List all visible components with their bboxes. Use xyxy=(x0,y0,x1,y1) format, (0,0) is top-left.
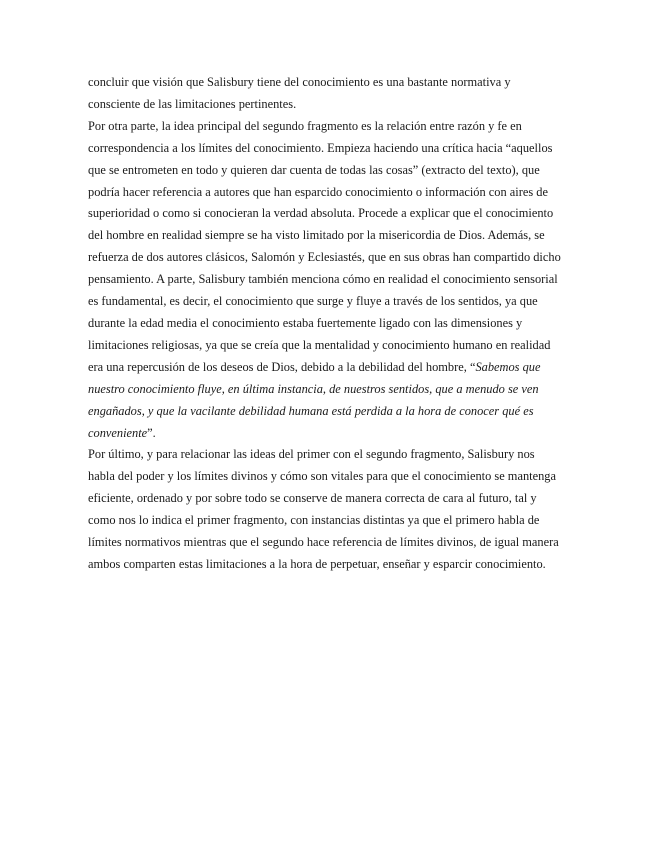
quote-open-mark: “ xyxy=(469,359,476,374)
paragraph-final xyxy=(88,444,564,575)
paragraph-text: Por último, y para relacionar las ideas del primer con el segundo fragmento, Salisbury nos habla del poder y los límites divinos y cómo son vitales para que el conocimiento se mantenga eficiente, ordenado y por sobre todo se conserve de manera correcta de cara al futuro, tal y como nos lo indica el primer fragmento, con instancias distintas ya que el primero habla de límites normativos mientras que el segundo hace referencia de límites divinos, de igual manera ambos comparten estas limitaciones a la hora de perpetuar, enseñar y esparcir conocimiento. xyxy=(88,447,559,571)
quote-close-mark: ”. xyxy=(147,425,156,440)
body-text xyxy=(88,72,564,576)
paragraph-text: Por otra parte, la idea principal del segundo fragmento es la relación entre razón y fe en correspondencia a los límites del conocimiento. Empieza haciendo una crítica hacia “aquellos que se entrometen en todo y quieren dar cuenta de todas las cosas” (extracto del texto), que podría hacer referencia a autores que han esparcido conocimiento o información con aires de superioridad o como si conocieran la verdad absoluta. Procede a explicar que el conocimiento del hombre en realidad siempre se ha visto limitado por la misericordia de Dios. Además, se refuerza de dos autores clásicos, Salomón y Eclesiastés, que en sus obras han compartido dicho pensamiento. A parte, Salisbury también menciona cómo en realidad el conocimiento sensorial es fundamental, es decir, el conocimiento que surge y fluye a través de los sentidos, ya que durante la edad media el conocimiento estaba fuertemente ligado con las dimensiones y limitaciones religiosas, ya que se creía que la mentalidad y conocimiento humano en realidad era una repercusión de los deseos de Dios, debido a la debilidad del hombre, xyxy=(88,118,561,374)
paragraph-second-fragment xyxy=(88,116,564,445)
paragraph-text: concluir que visión que Salisbury tiene del conocimiento es una bastante normativa y consciente de las limitaciones pertinentes. xyxy=(88,75,511,111)
paragraph-conclusion-continued xyxy=(88,72,564,116)
italic-quote: Sabemos que nuestro conocimiento fluye, en última instancia, de nuestros sentidos, que a menudo se ven engañados, y que la vacilante debilidad humana está perdida a la hora de conocer qué es conveniente xyxy=(88,359,541,440)
